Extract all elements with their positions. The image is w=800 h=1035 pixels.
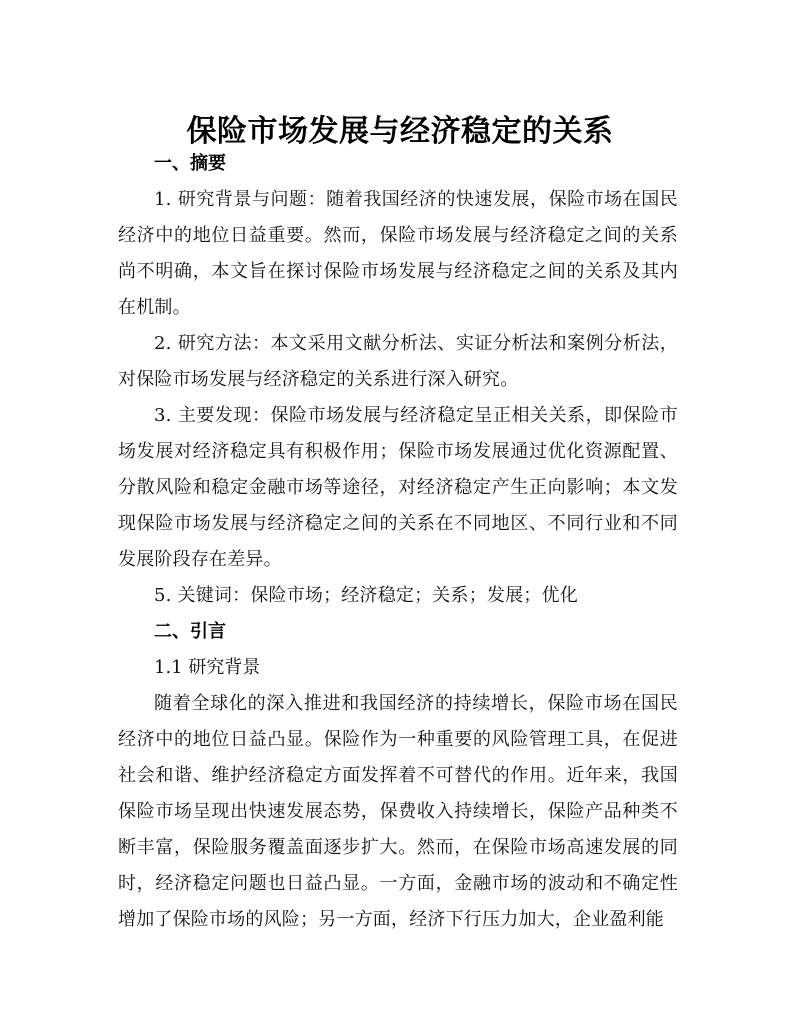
section-heading-introduction: 二、引言 (154, 621, 226, 642)
document-body (118, 146, 678, 938)
document-title: 保险市场发展与经济稳定的关系 (186, 114, 614, 150)
section-abstract (118, 146, 678, 614)
abstract-paragraph-keywords: 5. 关键词：保险市场；经济稳定；关系；发展；优化 (154, 585, 578, 606)
section-heading-abstract: 一、摘要 (154, 153, 226, 174)
section-introduction (118, 614, 678, 938)
abstract-paragraph-method: 2. 研究方法：本文采用文献分析法、实证分析法和案例分析法，对保险市场发展与经济稳定的关系进行深入研究。 (118, 333, 678, 390)
abstract-paragraph-findings: 3. 主要发现：保险市场发展与经济稳定呈正相关关系，即保险市场发展对经济稳定具有积极作用；保险市场发展通过优化资源配置、分散风险和稳定金融市场等途径，对经济稳定产生正向影响；本文发现保险市场发展与经济稳定之间的关系在不同地区、不同行业和不同发展阶段存在差异。 (118, 405, 678, 570)
introduction-paragraph: 随着全球化的深入推进和我国经济的持续增长，保险市场在国民经济中的地位日益凸显。保险作为一种重要的风险管理工具，在促进社会和谐、维护经济稳定方面发挥着不可替代的作用。近年来，我国保险市场呈现出快速发展态势，保费收入持续增长，保险产品种类不断丰富，保险服务覆盖面逐步扩大。然而，在保险市场高速发展的同时，经济稳定问题也日益凸显。一方面，金融市场的波动和不确定性增加了保险市场的风险；另一方面，经济下行压力加大，企业盈利能 (118, 693, 678, 930)
subsection-heading-research-background: 1.1 研究背景 (154, 657, 261, 678)
abstract-paragraph-background: 1. 研究背景与问题：随着我国经济的快速发展，保险市场在国民经济中的地位日益重要。然而，保险市场发展与经济稳定之间的关系尚不明确，本文旨在探讨保险市场发展与经济稳定之间的关系及其内在机制。 (118, 189, 678, 318)
